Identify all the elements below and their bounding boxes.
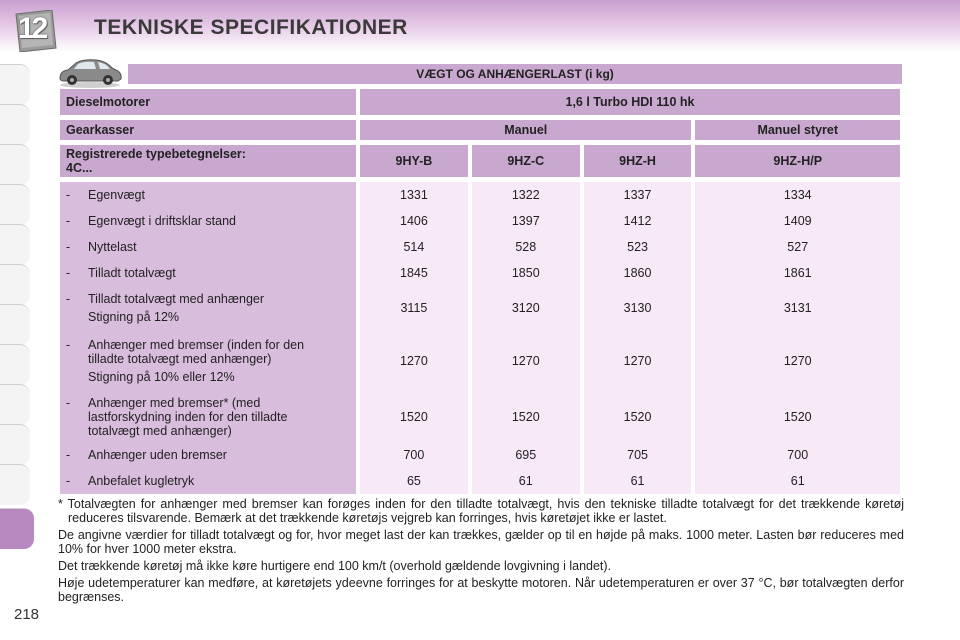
spec-value: 1860 — [584, 260, 692, 286]
gearbox-row — [60, 120, 900, 140]
spec-value: 528 — [472, 234, 580, 260]
type-label — [60, 145, 356, 177]
spec-value: 61 — [695, 468, 900, 494]
chapter-tab[interactable] — [0, 104, 30, 145]
row-label-main: Egenvægt — [88, 188, 145, 202]
chapter-tab[interactable] — [0, 184, 30, 225]
spec-value: 523 — [584, 234, 692, 260]
spec-row — [60, 208, 900, 234]
spec-value: 700 — [360, 442, 468, 468]
chapter-tab[interactable] — [0, 344, 30, 385]
chapter-tab[interactable] — [0, 64, 30, 105]
row-label-main: Anhænger uden bremser — [88, 448, 227, 462]
row-dash: - — [66, 338, 71, 352]
spec-row-label — [60, 286, 356, 330]
spec-row-label — [60, 330, 356, 392]
row-dash: - — [66, 474, 71, 488]
row-label-main: Tilladt totalvægt — [88, 266, 176, 280]
row-label-sub: Stigning på 10% eller 12% — [88, 370, 235, 384]
spec-value: 514 — [360, 234, 468, 260]
chapter-number: 12 — [18, 12, 46, 45]
spec-row — [60, 392, 900, 442]
spec-value: 1520 — [360, 392, 468, 442]
spec-row — [60, 182, 900, 208]
row-label-text — [88, 266, 338, 280]
spec-value: 1520 — [695, 392, 900, 442]
type-code: 9HZ-H/P — [695, 145, 900, 177]
row-label-main: Egenvægt i driftsklar stand — [88, 214, 236, 228]
spec-value: 61 — [584, 468, 692, 494]
type-label-line2: 4C... — [66, 161, 93, 175]
spec-rows — [60, 182, 900, 494]
row-label-text — [88, 474, 338, 488]
row-label-main: Nyttelast — [88, 240, 137, 254]
spec-value: 1270 — [472, 330, 580, 392]
spec-row-label — [60, 260, 356, 286]
spec-value: 1322 — [472, 182, 580, 208]
spec-value: 1845 — [360, 260, 468, 286]
spec-value: 1412 — [584, 208, 692, 234]
row-dash: - — [66, 240, 71, 254]
spec-row-label — [60, 468, 356, 494]
footnote: * Totalvægten for anhænger med bremser kan forøges inden for den tilladte totalvægt, hvis den tekniske tilladte totalvægt for det trækkende køretøj reduceres tilsvarende. Bemærk at det trækkende køretøjs vejgreb kan forringes, hvis køretøjet ikke er lastet. — [58, 497, 904, 525]
spec-value: 1520 — [584, 392, 692, 442]
chapter-tab[interactable] — [0, 464, 30, 505]
chapter-tabs — [0, 52, 34, 552]
spec-value: 1406 — [360, 208, 468, 234]
spec-table — [56, 89, 904, 494]
row-label-text — [88, 214, 338, 228]
row-dash: - — [66, 214, 71, 228]
row-dash: - — [66, 448, 71, 462]
spec-row — [60, 330, 900, 392]
type-code: 9HZ-H — [584, 145, 692, 177]
spec-value: 1270 — [695, 330, 900, 392]
spec-row — [60, 260, 900, 286]
page-header — [0, 0, 960, 52]
spec-value: 1334 — [695, 182, 900, 208]
row-label-main: Anbefalet kugletryk — [88, 474, 195, 488]
spec-row-label — [60, 182, 356, 208]
engine-row — [60, 89, 900, 115]
type-code: 9HY-B — [360, 145, 468, 177]
spec-value: 3131 — [695, 286, 900, 330]
engine-label: Dieselmotorer — [60, 89, 356, 115]
row-label-text — [88, 338, 338, 384]
row-dash: - — [66, 188, 71, 202]
row-dash: - — [66, 266, 71, 280]
spec-value: 527 — [695, 234, 900, 260]
row-label-text — [88, 188, 338, 202]
spec-value: 1861 — [695, 260, 900, 286]
chapter-tab[interactable] — [0, 424, 30, 465]
note-paragraph: Høje udetemperaturer kan medføre, at køretøjets ydeevne forringes for at beskytte motoren. Når udetemperaturen er over 37 °C, bør totalvægten derfor begrænses. — [58, 576, 904, 604]
spec-value: 705 — [584, 442, 692, 468]
spec-row — [60, 442, 900, 468]
spec-row — [60, 286, 900, 330]
type-code: 9HZ-C — [472, 145, 580, 177]
notes — [58, 497, 904, 607]
spec-value: 1520 — [472, 392, 580, 442]
chapter-tab-active[interactable] — [0, 508, 34, 549]
car-icon — [56, 56, 124, 88]
row-label-main: Tilladt totalvægt med anhænger — [88, 292, 265, 306]
spec-value: 3130 — [584, 286, 692, 330]
spec-value: 1850 — [472, 260, 580, 286]
spec-value: 1337 — [584, 182, 692, 208]
spec-value: 1270 — [360, 330, 468, 392]
spec-row — [60, 234, 900, 260]
chapter-tab[interactable] — [0, 384, 30, 425]
row-label-main: Anhænger med bremser (inden for den tilladte totalvægt med anhænger) — [88, 338, 305, 366]
chapter-tab[interactable] — [0, 224, 30, 265]
row-label-sub: Stigning på 12% — [88, 310, 180, 324]
spec-value: 695 — [472, 442, 580, 468]
spec-value: 1397 — [472, 208, 580, 234]
spec-value: 61 — [472, 468, 580, 494]
row-label-text — [88, 240, 338, 254]
note-paragraph: Det trækkende køretøj må ikke køre hurtigere end 100 km/t (overhold gældende lovgivning i landet). — [58, 559, 612, 573]
spec-value: 1409 — [695, 208, 900, 234]
spec-value: 3120 — [472, 286, 580, 330]
type-row — [60, 145, 900, 177]
chapter-tab[interactable] — [0, 144, 30, 185]
spec-value: 65 — [360, 468, 468, 494]
row-dash: - — [66, 292, 71, 306]
row-label-text — [88, 292, 338, 324]
spec-value: 3115 — [360, 286, 468, 330]
gearbox-label: Gearkasser — [60, 120, 356, 140]
spec-row — [60, 468, 900, 494]
gearbox-automated: Manuel styret — [695, 120, 900, 140]
chapter-tab[interactable] — [0, 264, 30, 305]
spec-value: 700 — [695, 442, 900, 468]
spec-row-label — [60, 442, 356, 468]
engine-value: 1,6 l Turbo HDI 110 hk — [360, 89, 900, 115]
page-number: 218 — [14, 606, 40, 623]
spec-row-label — [60, 208, 356, 234]
type-label-line1: Registrerede typebetegnelser: — [66, 147, 246, 161]
row-label-text — [88, 448, 338, 462]
section-title: VÆGT OG ANHÆNGERLAST (i kg) — [128, 64, 902, 84]
spec-row-label — [60, 234, 356, 260]
chapter-tab[interactable] — [0, 304, 30, 345]
row-label-main: Anhænger med bremser* (med lastforskydning inden for den tilladte totalvægt med anhænger) — [88, 396, 288, 438]
spec-value: 1270 — [584, 330, 692, 392]
spec-row-label — [60, 392, 356, 442]
row-dash: - — [66, 396, 71, 410]
note-paragraph: De angivne værdier for tilladt totalvægt og for, hvor meget last der kan trækkes, gælder op til en højde på maks. 1000 meter. Lasten bør reduceres med 10% for hver 1000 meter ekstra. — [58, 528, 904, 556]
page-title: TEKNISKE SPECIFIKATIONER — [94, 16, 408, 39]
spec-value: 1331 — [360, 182, 468, 208]
row-label-text — [88, 396, 338, 438]
gearbox-manual: Manuel — [360, 120, 691, 140]
